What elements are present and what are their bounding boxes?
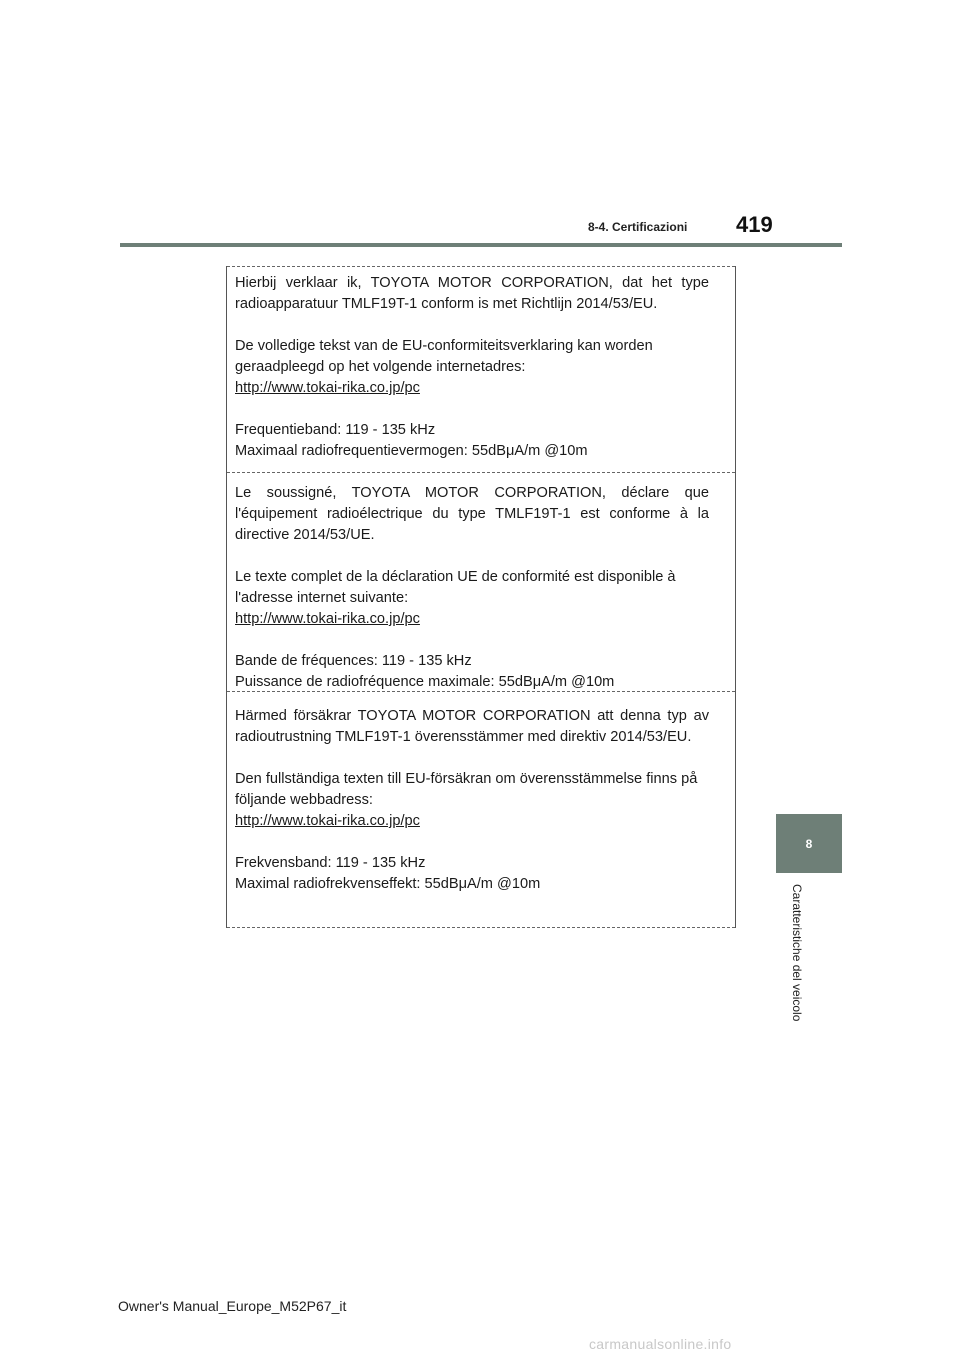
declaration-availability: Le texte complet de la déclaration UE de conformité est disponible à l'adresse internet suivante: [235,569,676,606]
max-power: Maximaal radiofrequentievermogen: 55dBμA/m @10m [235,443,588,459]
declaration-block-swedish [227,691,735,928]
watermark: carmanualsonline.info [589,1336,732,1352]
declaration-statement: Le soussigné, TOYOTA MOTOR CORPORATION, déclare que l'équipement radioélectrique du type TMLF19T-1 est conforme à la directive 2014/53/UE. [235,485,709,543]
page-number: 419 [736,212,773,237]
chapter-side-title: Caratteristiche del veicolo [790,884,804,1022]
chapter-number: 8 [805,836,813,851]
max-power: Maximal radiofrekvenseffekt: 55dBμA/m @10m [235,876,541,892]
declaration-url-link[interactable]: http://www.tokai-rika.co.jp/pc [235,611,420,627]
frequency-band: Frequentieband: 119 - 135 kHz [235,422,436,438]
manual-footer: Owner's Manual_Europe_M52P67_it [118,1298,347,1314]
frequency-band: Bande de fréquences: 119 - 135 kHz [235,653,472,669]
declaration-block-dutch [227,266,735,472]
declaration-statement: Härmed försäkrar TOYOTA MOTOR CORPORATION att denna typ av radioutrustning TMLF19T-1 överensstämmer med direktiv 2014/53/EU. [235,708,709,745]
declaration-availability: Den fullständiga texten till EU-försäkran om överensstämmelse finns på följande webbadress: [235,771,698,808]
declaration-availability: De volledige tekst van de EU-conformiteitsverklaring kan worden geraadpleegd op het volgende internetadres: [235,338,653,375]
declaration-url-link[interactable]: http://www.tokai-rika.co.jp/pc [235,380,420,396]
declaration-statement: Hierbij verklaar ik, TOYOTA MOTOR CORPORATION, dat het type radioapparatuur TMLF19T-1 conform is met Richtlijn 2014/53/EU. [235,275,709,312]
frequency-band: Frekvensband: 119 - 135 kHz [235,855,426,871]
declaration-box [226,266,736,928]
section-title: 8-4. Certificazioni [588,220,688,234]
chapter-tab [776,814,842,873]
max-power: Puissance de radiofréquence maximale: 55dBμA/m @10m [235,674,615,690]
declaration-url-link[interactable]: http://www.tokai-rika.co.jp/pc [235,813,420,829]
header-rule [120,243,842,247]
declaration-block-french [227,472,735,691]
